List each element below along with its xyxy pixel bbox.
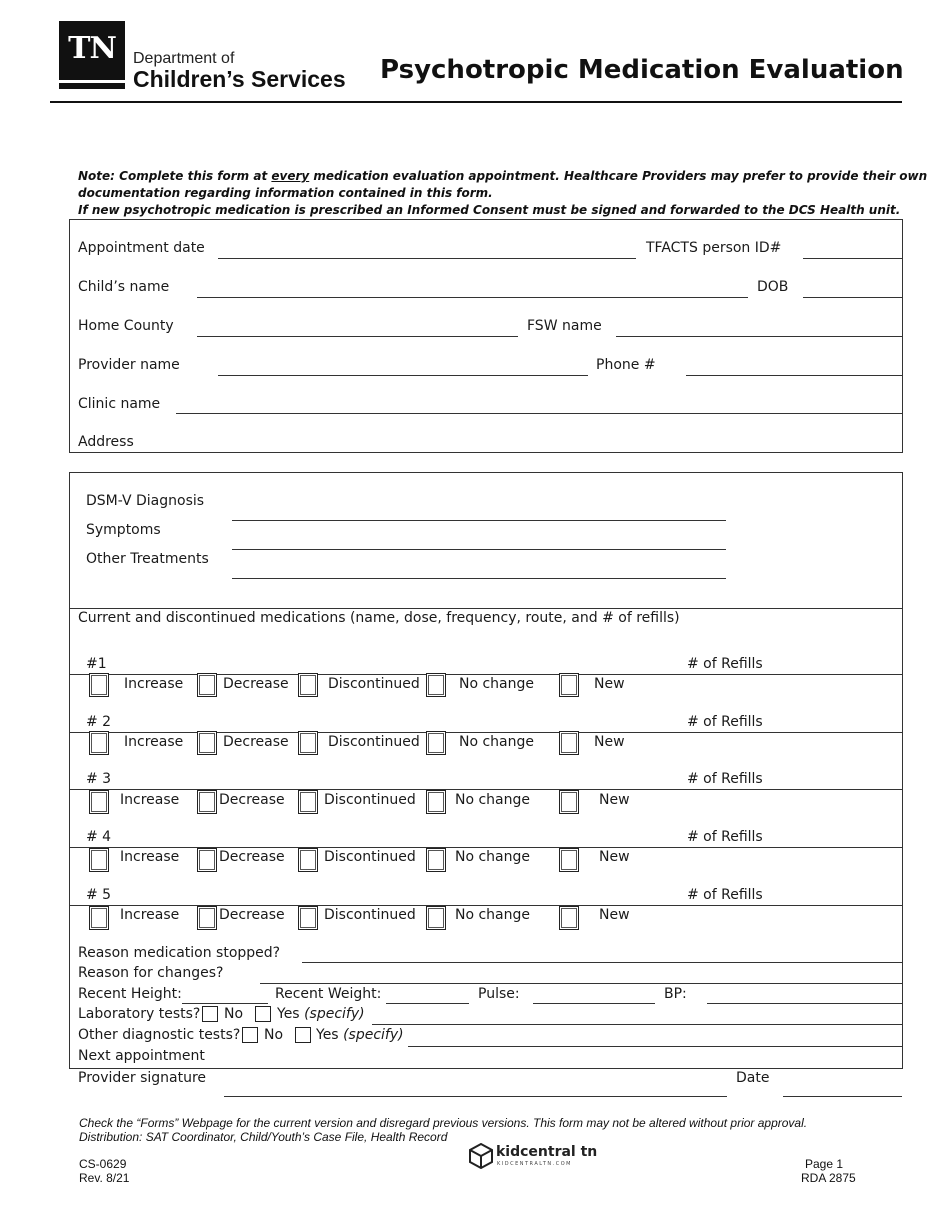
med-1-new-label: New	[594, 676, 625, 692]
kidcentral-wordmark: kidcentral tn	[496, 1144, 598, 1160]
department-line1: Department of	[133, 50, 235, 67]
dob-label: DOB	[757, 279, 789, 295]
lab-tests-yes-label: Yes (specify)	[277, 1006, 365, 1022]
med-3-new-checkbox[interactable]	[559, 790, 579, 814]
med-2-line[interactable]	[69, 732, 903, 733]
pulse-field[interactable]	[533, 1003, 655, 1004]
home-county-field[interactable]	[197, 336, 518, 337]
med-1-number: #1	[86, 656, 107, 672]
tfacts-field[interactable]	[803, 258, 902, 259]
reason-stopped-label: Reason medication stopped?	[78, 945, 281, 961]
medications-heading: Current and discontinued medications (name, dose, frequency, route, and # of refills)	[78, 610, 680, 626]
med-5-decrease-label: Decrease	[219, 907, 285, 923]
med-2-refills-label: # of Refills	[687, 714, 763, 730]
med-5-discontinued-label: Discontinued	[324, 907, 416, 923]
med-3-decrease-label: Decrease	[219, 792, 285, 808]
med-2-number: # 2	[86, 714, 112, 730]
med-2-increase-checkbox[interactable]	[89, 731, 109, 755]
med-3-new-label: New	[599, 792, 630, 808]
provider-name-label: Provider name	[78, 357, 180, 373]
med-5-refills-label: # of Refills	[687, 887, 763, 903]
note-line1: Note: Complete this form at every medication evaluation appointment. Healthcare Providers may prefer to provide their own	[78, 169, 928, 183]
home-county-label: Home County	[78, 318, 174, 334]
kidcentral-logo	[468, 1143, 608, 1171]
med-4-increase-checkbox[interactable]	[89, 848, 109, 872]
med-2-decrease-checkbox[interactable]	[197, 731, 217, 755]
med-1-decrease-label: Decrease	[223, 676, 289, 692]
med-5-new-label: New	[599, 907, 630, 923]
signature-date-field[interactable]	[783, 1096, 902, 1097]
med-3-increase-checkbox[interactable]	[89, 790, 109, 814]
page-title: Psychotropic Medication Evaluation	[380, 55, 904, 85]
fsw-name-label: FSW name	[527, 318, 602, 334]
med-2-new-checkbox[interactable]	[559, 731, 579, 755]
kidcentral-cube-icon	[468, 1143, 494, 1169]
lab-tests-specify: (specify)	[304, 1006, 365, 1022]
symptoms-label: Symptoms	[86, 522, 161, 538]
child-name-field[interactable]	[197, 297, 748, 298]
med-1-line[interactable]	[69, 674, 903, 675]
med-4-no-change-label: No change	[455, 849, 531, 865]
med-1-increase-checkbox[interactable]	[89, 673, 109, 697]
appointment-date-field[interactable]	[218, 258, 636, 259]
med-2-discontinued-checkbox[interactable]	[298, 731, 318, 755]
dsm-diagnosis-field[interactable]	[232, 520, 726, 521]
med-4-new-checkbox[interactable]	[559, 848, 579, 872]
clinic-name-label: Clinic name	[78, 396, 161, 412]
med-3-number: # 3	[86, 771, 112, 787]
recent-height-field[interactable]	[182, 1003, 268, 1004]
provider-name-field[interactable]	[218, 375, 588, 376]
pulse-label: Pulse:	[478, 986, 520, 1002]
med-2-increase-label: Increase	[124, 734, 184, 750]
med-5-line[interactable]	[69, 905, 903, 906]
med-4-decrease-label: Decrease	[219, 849, 285, 865]
recent-weight-label: Recent Weight:	[275, 986, 382, 1002]
reason-stopped-field[interactable]	[302, 962, 902, 963]
med-2-new-label: New	[594, 734, 625, 750]
other-tests-yes-label: Yes (specify)	[316, 1027, 404, 1043]
lab-tests-yes-checkbox[interactable]	[255, 1006, 271, 1022]
lab-tests-field[interactable]	[372, 1024, 902, 1025]
other-tests-field[interactable]	[408, 1046, 902, 1047]
med-1-new-checkbox[interactable]	[559, 673, 579, 697]
med-2-decrease-label: Decrease	[223, 734, 289, 750]
footer-line2: Distribution: SAT Coordinator, Child/Youth’s Case File, Health Record	[79, 1130, 448, 1144]
other-treatments-field[interactable]	[232, 578, 726, 579]
recent-height-label: Recent Height:	[78, 986, 182, 1002]
med-3-increase-label: Increase	[120, 792, 180, 808]
kidcentral-url: KIDCENTRALTN.COM	[497, 1161, 572, 1167]
phone-field[interactable]	[686, 375, 902, 376]
footer-line1: Check the “Forms” Webpage for the current version and disregard previous versions. This form may not be altered without prior approval.	[79, 1116, 808, 1130]
med-5-number: # 5	[86, 887, 112, 903]
fsw-name-field[interactable]	[616, 336, 902, 337]
other-tests-no-label: No	[264, 1027, 284, 1043]
med-4-no-change-checkbox[interactable]	[426, 848, 446, 872]
reason-changes-field[interactable]	[260, 983, 902, 984]
lab-tests-no-checkbox[interactable]	[202, 1006, 218, 1022]
department-line2: Children’s Services	[133, 66, 346, 92]
lab-tests-no-label: No	[224, 1006, 244, 1022]
med-4-new-label: New	[599, 849, 630, 865]
med-3-line[interactable]	[69, 789, 903, 790]
med-1-decrease-checkbox[interactable]	[197, 673, 217, 697]
clinic-name-field[interactable]	[176, 413, 902, 414]
note-every: every	[271, 169, 310, 183]
med-1-no-change-label: No change	[459, 676, 535, 692]
other-treatments-label: Other Treatments	[86, 551, 209, 567]
tn-logo-mark: TN	[68, 31, 116, 66]
page-number: Page 1	[805, 1157, 844, 1171]
section-divider	[69, 608, 903, 609]
symptoms-field[interactable]	[232, 549, 726, 550]
med-4-discontinued-checkbox[interactable]	[298, 848, 318, 872]
med-1-discontinued-checkbox[interactable]	[298, 673, 318, 697]
dob-field[interactable]	[803, 297, 902, 298]
med-4-line[interactable]	[69, 847, 903, 848]
provider-signature-label: Provider signature	[78, 1070, 207, 1086]
med-5-increase-checkbox[interactable]	[89, 906, 109, 930]
med-4-increase-label: Increase	[120, 849, 180, 865]
reason-changes-label: Reason for changes?	[78, 965, 224, 981]
lab-tests-label: Laboratory tests?	[78, 1006, 201, 1022]
other-tests-yes-checkbox[interactable]	[295, 1027, 311, 1043]
child-name-label: Child’s name	[78, 279, 170, 295]
med-5-increase-label: Increase	[120, 907, 180, 923]
med-3-discontinued-checkbox[interactable]	[298, 790, 318, 814]
tfacts-label: TFACTS person ID#	[646, 240, 782, 256]
med-4-refills-label: # of Refills	[687, 829, 763, 845]
form-revision: Rev. 8/21	[79, 1171, 130, 1185]
note-line3: If new psychotropic medication is prescribed an Informed Consent must be signed and forwarded to the DCS Health unit.	[78, 203, 901, 217]
med-4-discontinued-label: Discontinued	[324, 849, 416, 865]
recent-weight-field[interactable]	[386, 1003, 469, 1004]
next-appointment-label: Next appointment	[78, 1048, 205, 1064]
med-2-discontinued-label: Discontinued	[328, 734, 420, 750]
med-1-discontinued-label: Discontinued	[328, 676, 420, 692]
med-2-no-change-label: No change	[459, 734, 535, 750]
address-label: Address	[78, 434, 134, 450]
med-4-decrease-checkbox[interactable]	[197, 848, 217, 872]
tn-logo	[59, 21, 125, 89]
med-1-refills-label: # of Refills	[687, 656, 763, 672]
header-rule	[50, 101, 902, 103]
med-5-no-change-checkbox[interactable]	[426, 906, 446, 930]
med-2-no-change-checkbox[interactable]	[426, 731, 446, 755]
other-tests-label: Other diagnostic tests?	[78, 1027, 241, 1043]
med-4-number: # 4	[86, 829, 112, 845]
bp-field[interactable]	[707, 1003, 902, 1004]
med-5-discontinued-checkbox[interactable]	[298, 906, 318, 930]
med-1-no-change-checkbox[interactable]	[426, 673, 446, 697]
form-number: CS-0629	[79, 1157, 127, 1171]
dsm-diagnosis-label: DSM-V Diagnosis	[86, 493, 205, 509]
note-line2: documentation regarding information contained in this form.	[78, 186, 493, 200]
med-5-decrease-checkbox[interactable]	[197, 906, 217, 930]
bp-label: BP:	[664, 986, 687, 1002]
signature-date-label: Date	[736, 1070, 770, 1086]
rda-number: RDA 2875	[801, 1171, 856, 1185]
med-3-refills-label: # of Refills	[687, 771, 763, 787]
med-3-no-change-checkbox[interactable]	[426, 790, 446, 814]
med-5-no-change-label: No change	[455, 907, 531, 923]
other-tests-specify: (specify)	[343, 1027, 404, 1043]
provider-signature-field[interactable]	[224, 1096, 727, 1097]
med-3-discontinued-label: Discontinued	[324, 792, 416, 808]
phone-label: Phone #	[596, 357, 656, 373]
med-3-no-change-label: No change	[455, 792, 531, 808]
appointment-date-label: Appointment date	[78, 240, 205, 256]
med-5-new-checkbox[interactable]	[559, 906, 579, 930]
med-3-decrease-checkbox[interactable]	[197, 790, 217, 814]
other-tests-no-checkbox[interactable]	[242, 1027, 258, 1043]
med-1-increase-label: Increase	[124, 676, 184, 692]
